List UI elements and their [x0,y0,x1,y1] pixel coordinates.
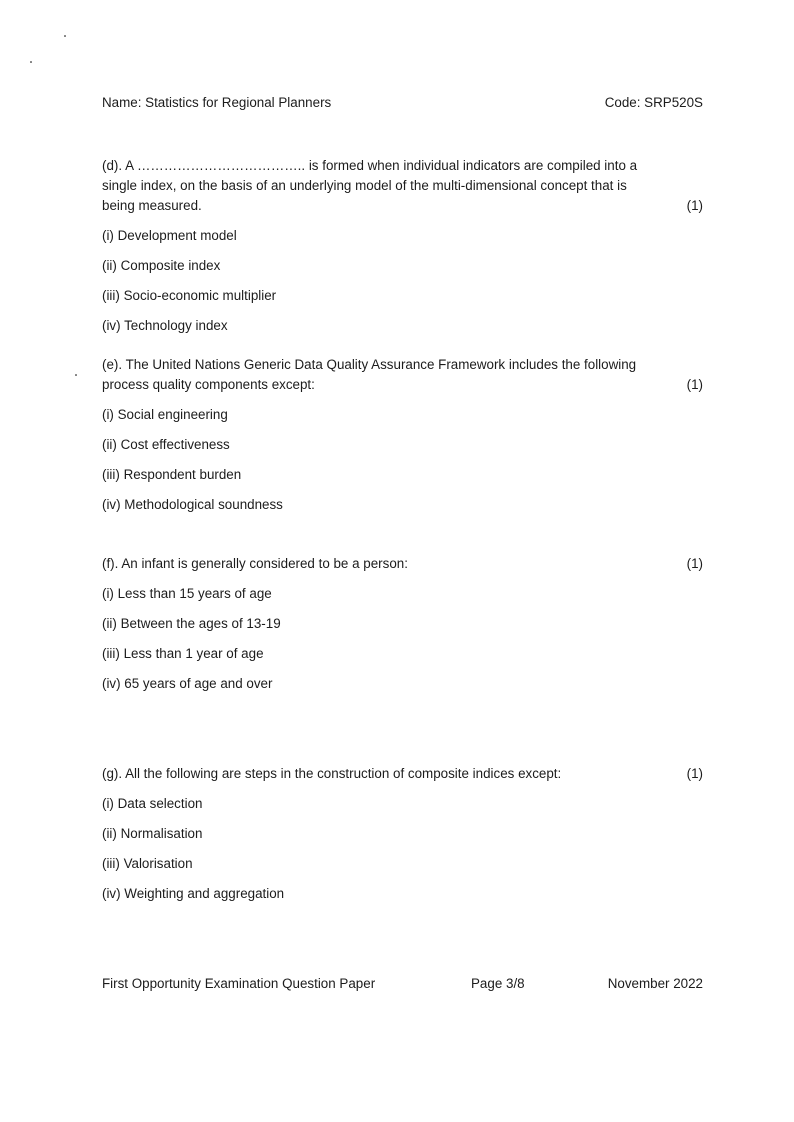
option-1: (i) Data selection [102,796,203,811]
option-4: (iv) Technology index [102,318,228,333]
question-f [102,554,703,694]
question-g [102,764,703,904]
question-stem [102,156,703,216]
course-name: Name: Statistics for Regional Planners [102,95,332,110]
question-text: (f). An infant is generally considered to be a person: [102,556,408,571]
question-text: (d). A ……………………………….. is formed when individual indicators are compiled into a single index, on the basis of an underlying model of the multi-dimensional concept that is being measured. [102,158,638,213]
page-header [102,95,703,110]
option-4: (iv) Weighting and aggregation [102,886,285,901]
question-marks: (1) [686,377,703,392]
page-footer [102,976,703,996]
option-3: (iii) Respondent burden [102,467,242,482]
question-stem [102,764,703,784]
exam-date: November 2022 [607,976,703,991]
exam-title: First Opportunity Examination Question Paper [102,976,376,991]
question-d [102,156,703,336]
question-marks: (1) [686,766,703,781]
question-text: (g). All the following are steps in the construction of composite indices except: [102,766,562,781]
question-stem [102,355,703,395]
question-stem [102,554,703,574]
option-2: (ii) Cost effectiveness [102,437,230,452]
question-text: (e). The United Nations Generic Data Quality Assurance Framework includes the following process quality components except: [102,357,637,392]
question-marks: (1) [686,198,703,213]
option-1: (i) Less than 15 years of age [102,586,272,601]
option-2: (ii) Between the ages of 13-19 [102,616,281,631]
page-number: Page 3/8 [471,976,525,991]
question-e [102,355,703,515]
option-3: (iii) Socio-economic multiplier [102,288,277,303]
option-1: (i) Social engineering [102,407,228,422]
option-2: (ii) Normalisation [102,826,203,841]
scan-speck [75,374,77,376]
option-3: (iii) Less than 1 year of age [102,646,264,661]
scan-speck [30,61,32,63]
option-2: (ii) Composite index [102,258,221,273]
course-code: Code: SRP520S [604,95,703,110]
question-marks: (1) [686,556,703,571]
option-4: (iv) Methodological soundness [102,497,283,512]
option-3: (iii) Valorisation [102,856,193,871]
option-4: (iv) 65 years of age and over [102,676,273,691]
option-1: (i) Development model [102,228,237,243]
scan-speck [64,35,66,37]
